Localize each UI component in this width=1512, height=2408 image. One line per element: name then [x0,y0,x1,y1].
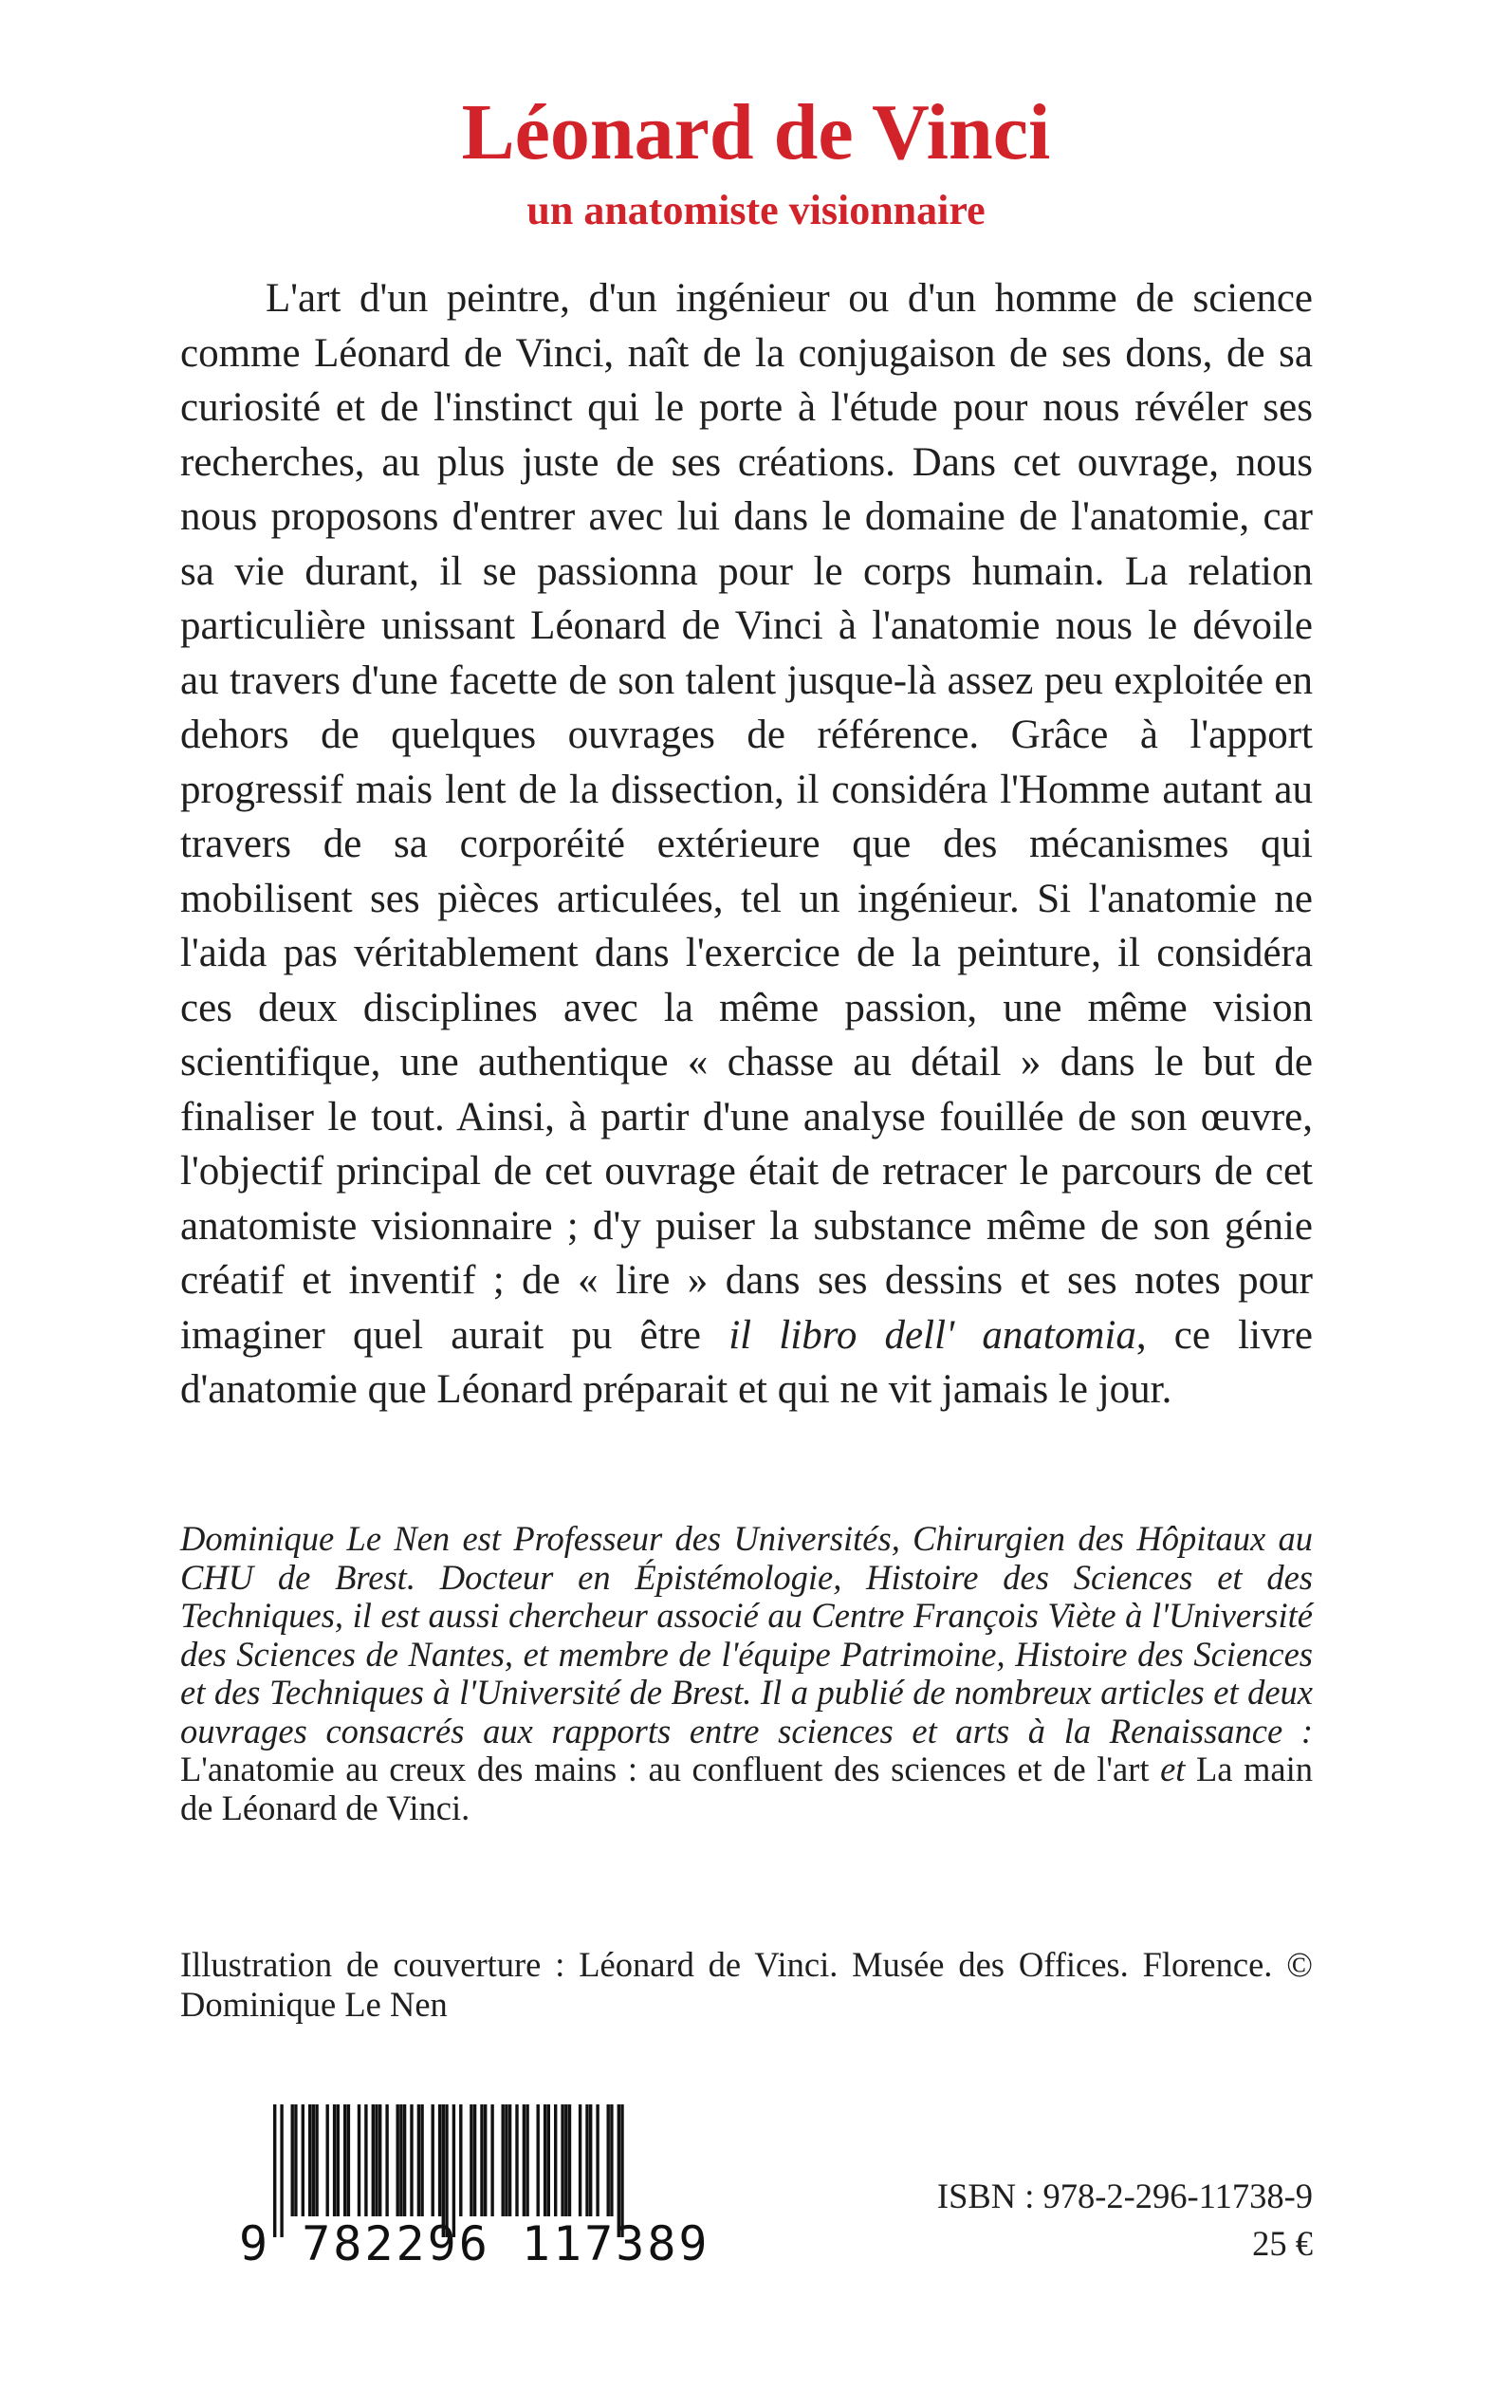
barcode-bar [410,2104,413,2216]
barcode-bar [312,2104,315,2216]
barcode-bar [399,2104,402,2216]
barcode-bar [484,2104,487,2216]
barcode-bar [502,2104,505,2216]
summary-italic-title: il libro dell' anatomia [728,1312,1136,1358]
barcode-bar [568,2104,571,2216]
barcode [239,2104,710,2271]
barcode-bar [375,2104,378,2216]
barcode-bar [315,2104,318,2216]
author-book-1: L'anatomie au creux des mains : au confluent des sciences et de l'art [180,1750,1150,1788]
barcode-bar [473,2104,476,2216]
barcode-bar [607,2104,610,2216]
author-bio-text: Dominique Le Nen est Professeur des Universités, Chirurgien des Hôpitaux au CHU de Brest. Docteur en Épistémologie, Histoire des Sciences et des Techniques, il est aussi chercheur associé au Centre François Viète à l'Université des Sciences de Nantes, et membre de l'équipe Patrimoine, Histoire des Sciences et des Techniques à l'Université de Brest. Il a publié de nombreux articles et deux ouvrages consacrés aux rapports entre sciences et arts à la Renaissance : [180,1519,1313,1750]
barcode-bar [337,2104,340,2216]
author-book-2: La main de Léonard de Vinci. [180,1750,1314,1827]
barcode-bar [302,2104,304,2216]
book-price: 25 € [1252,2224,1313,2263]
barcode-bar [554,2104,557,2216]
summary-text-part1: L'art d'un peintre, d'un ingénieur ou d'un homme de science comme Léonard de Vinci, naît de la conjugaison de ses dons, de sa curiosité et de l'instinct qui le porte à l'étude pour nous révéler ses recherches, au plus juste de ses créations. Dans cet ouvrage, nous nous proposons d'entrer avec lui dans le domaine de l'anatomie, car sa vie durant, il se passionna pour le corps humain. La relation particulière unissant Léonard de Vinci à l'anatomie nous le dévoile au travers d'une facette de son talent jusque-là assez peu exploitée en dehors de quelques ouvrages de référence. Grâce à l'apport progressif mais lent de la dissection, il considéra l'Homme autant au travers de sa corporéité extérieure que des mécanismes qui mobilisent ses pièces articulées, tel un ingénieur. Si l'anatomie ne l'aida pas véritablement dans l'exercice de la peinture, il considéra ces deux disciplines avec la même passion, une même vision scientifique, une authentique « chasse au détail » dans le but de finaliser le tout. Ainsi, à partir d'une analyse fouillée de son œuvre, l'objectif principal de cet ouvrage était de retracer le parcours de cet anatomiste visionnaire ; d'y puiser la substance même de son génie créatif et inventif ; de « lire » dans ses dessins et ses notes pour imaginer quel aurait pu être [180,276,1313,1358]
author-bio [180,1520,1313,1827]
barcode-bar [343,2104,346,2216]
barcode-bar [438,2104,441,2216]
barcode-bar [596,2104,599,2216]
barcode-bar [417,2104,420,2216]
barcode-bar [364,2104,367,2216]
barcode-bar [561,2104,563,2216]
barcode-bar [294,2104,297,2216]
barcode-digits: 9 782296 117389 [239,2216,710,2271]
barcode-bar [347,2104,350,2216]
book-title: Léonard de Vinci [461,88,1051,176]
barcode-bar [403,2104,406,2216]
barcode-bar [480,2104,483,2216]
barcode-bar [333,2104,336,2216]
barcode-bar [420,2104,423,2216]
isbn-number: ISBN : 978-2-296-11738-9 [936,2176,1313,2215]
barcode-bar [508,2104,511,2216]
barcode-bar [579,2104,581,2216]
barcode-bar [378,2104,381,2216]
barcode-bar [537,2104,540,2216]
cover-illustration-credit: Illustration de couverture : Léonard de Vinci. Musée des Offices. Florence. © Dominique Le Nen [180,1945,1313,2024]
barcode-bar [564,2104,567,2216]
barcode-bar [396,2104,399,2216]
barcode-bar [544,2104,546,2216]
barcode-bar [547,2104,550,2216]
summary-text-part2: , ce livre d'anatomie que Léonard préparait et qui ne vit jamais le jour. [180,1312,1313,1412]
barcode-bar [585,2104,588,2216]
barcode-bar [523,2104,526,2216]
barcode-bar [291,2104,294,2216]
book-subtitle: un anatomiste visionnaire [526,187,986,233]
barcode-bar [526,2104,528,2216]
author-bio-connector: et [1160,1750,1186,1788]
barcode-bar [326,2104,329,2216]
barcode-bar [459,2104,462,2216]
barcode-bar [610,2104,613,2216]
barcode-bar [470,2104,472,2216]
barcode-bar [490,2104,493,2216]
barcode-bar [515,2104,518,2216]
barcode-bar [432,2104,434,2216]
barcode-bar [372,2104,375,2216]
book-summary [180,271,1313,1417]
barcode-bar [358,2104,360,2216]
barcode-bar [589,2104,592,2216]
barcode-bar [385,2104,388,2216]
barcode-bar [308,2104,311,2216]
barcode-bar [505,2104,507,2216]
